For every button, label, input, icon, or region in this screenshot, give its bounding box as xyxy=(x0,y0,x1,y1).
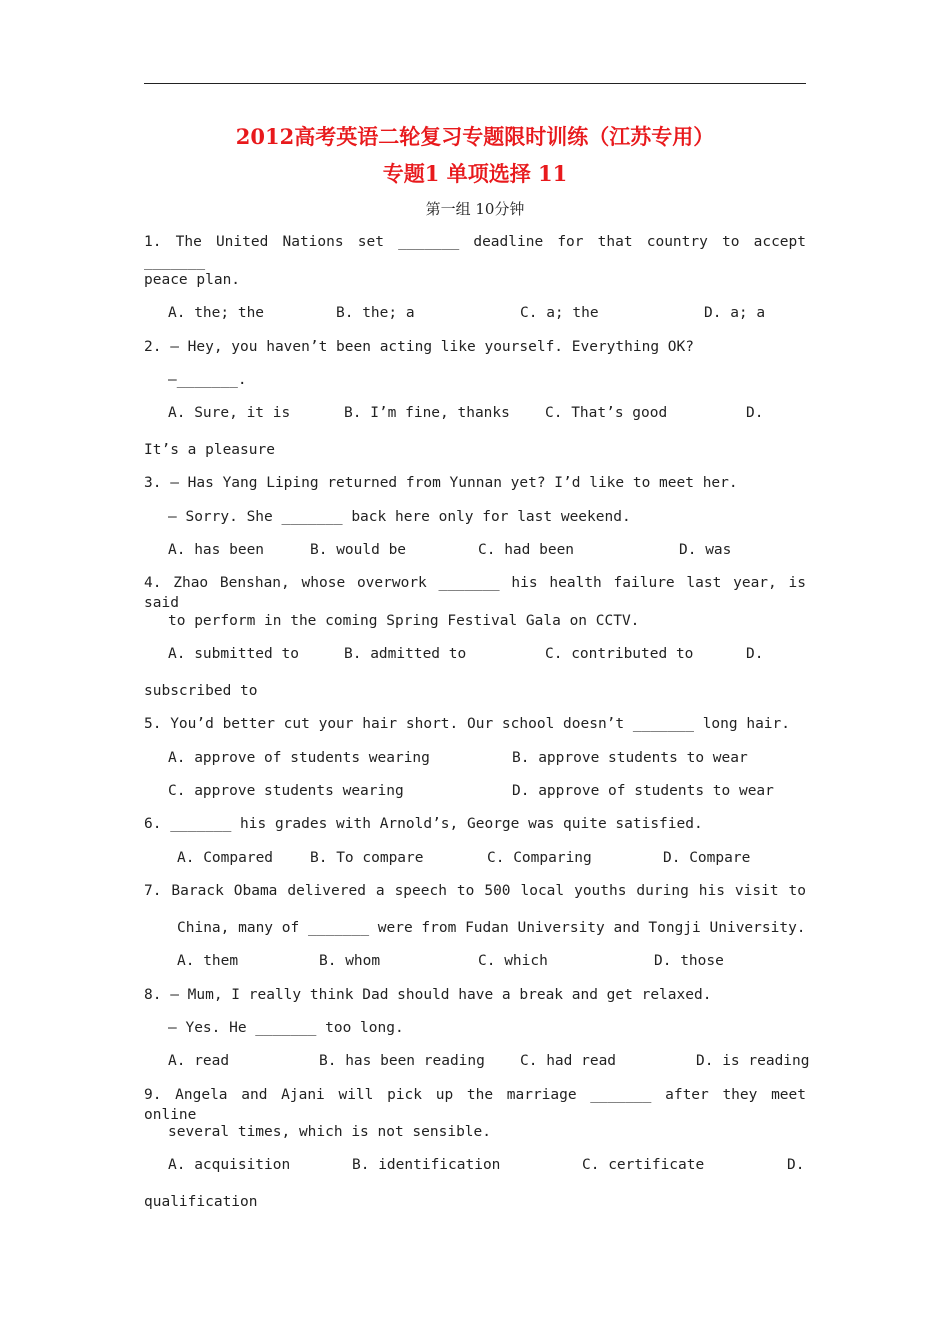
question-7-option-a[interactable]: A. them xyxy=(177,953,239,969)
group-label: 第一组 10分钟 xyxy=(425,200,525,218)
question-9-option-c[interactable]: C. certificate xyxy=(582,1157,705,1173)
question-9-stem: 9. Angela and Ajani will pick up the marriage _______ after they meet online xyxy=(144,1087,806,1123)
question-8-stem: 8. — Mum, I really think Dad should have a break and get relaxed. xyxy=(144,987,712,1003)
question-6-option-c[interactable]: C. Comparing xyxy=(487,850,592,866)
question-8-option-a[interactable]: A. read xyxy=(168,1053,230,1069)
question-2-option-d-text: It’s a pleasure xyxy=(144,442,275,458)
question-5-option-a[interactable]: A. approve of students wearing xyxy=(168,750,430,766)
question-1-option-b[interactable]: B. the; a xyxy=(336,305,415,321)
question-2-option-a[interactable]: A. Sure, it is xyxy=(168,405,291,421)
question-2-option-c[interactable]: C. That’s good xyxy=(545,405,668,421)
question-5-stem: 5. You’d better cut your hair short. Our school doesn’t _______ long hair. xyxy=(144,716,791,732)
question-1-stem-cont: peace plan. xyxy=(144,272,241,288)
question-1-option-d[interactable]: D. a; a xyxy=(704,305,766,321)
question-1-option-a[interactable]: A. the; the xyxy=(168,305,265,321)
question-7-option-c[interactable]: C. which xyxy=(478,953,548,969)
question-2-stem-cont: —_______. xyxy=(168,372,247,388)
question-8-option-d[interactable]: D. is reading xyxy=(696,1053,810,1069)
question-8-option-c[interactable]: C. had read xyxy=(520,1053,617,1069)
question-3-option-a[interactable]: A. has been xyxy=(168,542,265,558)
header-rule xyxy=(144,83,806,84)
question-6-option-d[interactable]: D. Compare xyxy=(663,850,751,866)
question-2-option-b[interactable]: B. I’m fine, thanks xyxy=(344,405,510,421)
question-3-stem: 3. — Has Yang Liping returned from Yunnan yet? I’d like to meet her. xyxy=(144,475,738,491)
question-4-option-a[interactable]: A. submitted to xyxy=(168,646,299,662)
question-4-option-c[interactable]: C. contributed to xyxy=(545,646,694,662)
question-7-stem: 7. Barack Obama delivered a speech to 500 local youths during his visit to xyxy=(144,883,806,899)
question-6-option-a[interactable]: A. Compared xyxy=(177,850,274,866)
question-1-option-c[interactable]: C. a; the xyxy=(520,305,599,321)
question-8-stem-cont: — Yes. He _______ too long. xyxy=(168,1020,404,1036)
question-4-stem-cont: to perform in the coming Spring Festival Gala on CCTV. xyxy=(168,613,640,629)
question-9-option-d-text: qualification xyxy=(144,1194,258,1210)
question-6-stem: 6. _______ his grades with Arnold’s, George was quite satisfied. xyxy=(144,816,703,832)
question-7-option-b[interactable]: B. whom xyxy=(319,953,381,969)
question-4-option-b[interactable]: B. admitted to xyxy=(344,646,467,662)
question-8-option-b[interactable]: B. has been reading xyxy=(319,1053,485,1069)
question-3-option-d[interactable]: D. was xyxy=(679,542,732,558)
question-5-option-d[interactable]: D. approve of students to wear xyxy=(512,783,774,799)
question-3-stem-cont: — Sorry. She _______ back here only for last weekend. xyxy=(168,509,631,525)
question-2-stem: 2. — Hey, you haven’t been acting like yourself. Everything OK? xyxy=(144,339,694,355)
question-4-option-d-text: subscribed to xyxy=(144,683,258,699)
question-4-option-d[interactable]: D. xyxy=(746,646,764,662)
question-6-option-b[interactable]: B. To compare xyxy=(310,850,424,866)
question-4-stem: 4. Zhao Benshan, whose overwork _______ his health failure last year, is said xyxy=(144,575,806,611)
question-5-option-c[interactable]: C. approve students wearing xyxy=(168,783,404,799)
page-title: 2012高考英语二轮复习专题限时训练（江苏专用） xyxy=(235,124,715,149)
question-1-stem: 1. The United Nations set _______ deadline for that country to accept _______ xyxy=(144,234,806,270)
question-9-option-b[interactable]: B. identification xyxy=(352,1157,501,1173)
question-5-option-b[interactable]: B. approve students to wear xyxy=(512,750,748,766)
question-9-option-d[interactable]: D. xyxy=(787,1157,805,1173)
question-3-option-c[interactable]: C. had been xyxy=(478,542,575,558)
question-2-option-d[interactable]: D. xyxy=(746,405,764,421)
question-7-stem-cont: China, many of _______ were from Fudan University and Tongji University. xyxy=(177,920,806,936)
question-9-option-a[interactable]: A. acquisition xyxy=(168,1157,291,1173)
question-9-stem-cont: several times, which is not sensible. xyxy=(168,1124,492,1140)
question-3-option-b[interactable]: B. would be xyxy=(310,542,407,558)
question-7-option-d[interactable]: D. those xyxy=(654,953,724,969)
page-subtitle: 专题1 单项选择 11 xyxy=(382,161,568,186)
